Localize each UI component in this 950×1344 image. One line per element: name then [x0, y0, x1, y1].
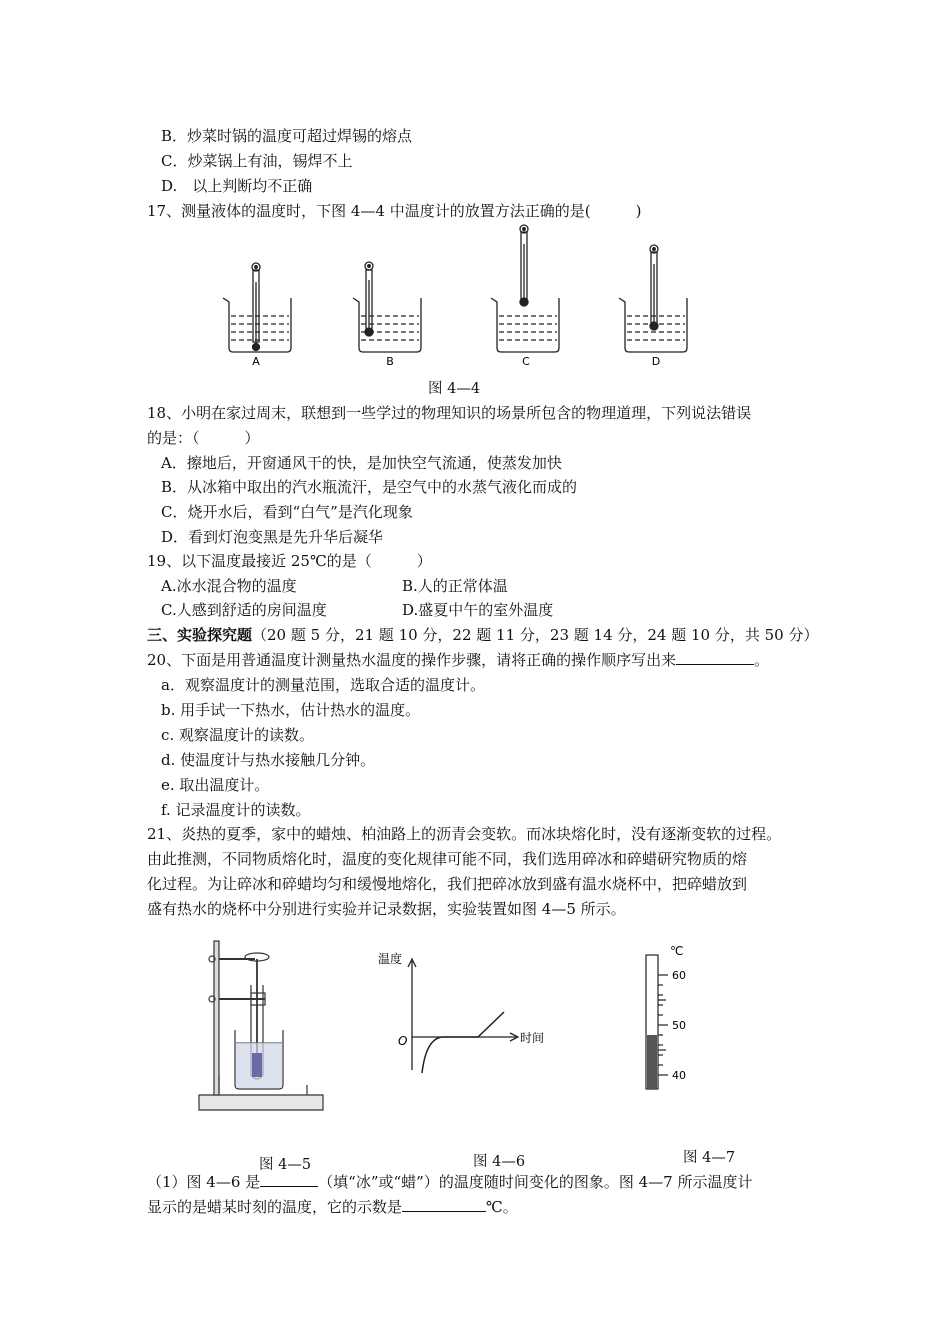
q20-step-e: e. 取出温度计。 [161, 776, 270, 794]
q21-part1-blank-reading[interactable] [402, 1197, 486, 1212]
q20-step-c: c. 观察温度计的读数。 [161, 726, 314, 744]
beaker-a [223, 263, 291, 352]
q18-option-c: C．烧开水后，看到“白气”是汽化现象 [161, 503, 413, 521]
q20-stem-text: 20、下面是用普通温度计测量热水温度的操作步骤，请将正确的操作顺序写出来 [147, 651, 677, 669]
figure-4-5 [195, 935, 335, 1115]
q19-option-c: C.人感到舒适的房间温度 [161, 601, 327, 619]
beaker-c [491, 225, 559, 352]
graph-y-axis-label: 温度 [378, 952, 403, 966]
q20-step-a: a．观察温度计的测量范围，选取合适的温度计。 [161, 676, 485, 694]
q18-option-b: B．从冰箱中取出的汽水瓶流汗，是空气中的水蒸气液化而成的 [161, 478, 578, 496]
q16-option-c: C．炒菜锅上有油，锡焊不上 [161, 152, 353, 170]
beaker-label-c: C [522, 355, 530, 368]
q21-part1-text-b: （填“冰”或“蜡”）的温度随时间变化的图象。图 4—7 所示温度计 [318, 1173, 753, 1191]
graph-x-axis-label: 时间 [520, 1031, 545, 1045]
q19-option-d: D.盛夏中午的室外温度 [402, 601, 554, 619]
q16-option-b: B．炒菜时锅的温度可超过焊锡的熔点 [161, 127, 413, 145]
figure-4-4-caption: 图 4—4 [428, 381, 481, 397]
beaker-label-a: A [252, 355, 260, 368]
figure-4-4 [215, 222, 695, 372]
q21-part1-blank-substance[interactable] [260, 1172, 318, 1187]
q21-line1: 21、炎热的夏季，家中的蜡烛、柏油路上的沥青会变软。而冰块熔化时，没有逐渐变软的过程。 [147, 825, 782, 843]
q21-line4: 盛有热水的烧杯中分别进行实验并记录数据，实验装置如图 4—5 所示。 [147, 900, 626, 918]
q21-line2: 由此推测，不同物质熔化时，温度的变化规律可能不同，我们选用碎冰和碎蜡研究物质的熔 [147, 850, 748, 868]
beaker-label-b: B [386, 355, 394, 368]
thermometer-tick-50: 50 [672, 1019, 686, 1032]
q19-option-b: B.人的正常体温 [402, 577, 508, 595]
thermometer-unit: ℃ [670, 945, 684, 958]
q20-answer-blank[interactable] [676, 650, 754, 665]
section-3-score-note: （20 题 5 分，21 题 10 分，22 题 11 分，23 题 14 分，24 题 10 分，共 50 分） [252, 626, 819, 644]
thermometer-tick-60: 60 [672, 969, 686, 982]
figure-4-6-caption: 图 4—6 [473, 1154, 526, 1170]
graph-origin-label: O [398, 1034, 408, 1048]
q16-option-d: D. 以上判断均不正确 [161, 177, 313, 195]
figure-4-6 [370, 945, 570, 1085]
figure-4-7-caption: 图 4—7 [683, 1150, 736, 1166]
q20-step-b: b. 用手试一下热水，估计热水的温度。 [161, 701, 421, 719]
q20-step-d: d. 使温度计与热水接触几分钟。 [161, 751, 376, 769]
figure-4-5-caption: 图 4—5 [259, 1157, 312, 1173]
q21-part1-line2 [147, 1197, 518, 1217]
q17-stem: 17、测量液体的温度时，下图 4—4 中温度计的放置方法正确的是( ) [147, 202, 642, 220]
q21-part1-text-c: 显示的是蜡某时刻的温度，它的示数是 [147, 1198, 403, 1216]
q18-option-a: A．擦地后，开窗通风干的快，是加快空气流通，使蒸发加快 [161, 454, 562, 472]
q21-line3: 化过程。为让碎冰和碎蜡均匀和缓慢地熔化，我们把碎冰放到盛有温水烧杯中，把碎蜡放到 [147, 875, 748, 893]
q21-part1-text-a: （1）图 4—6 是 [147, 1173, 261, 1191]
beaker-b [353, 262, 421, 352]
q19-stem: 19、以下温度最接近 25℃的是（ ） [147, 552, 432, 570]
q20-step-f: f. 记录温度计的读数。 [161, 801, 311, 819]
section-3-title: 三、实验探究题 [147, 626, 253, 644]
q19-option-a: A.冰水混合物的温度 [161, 577, 297, 595]
thermometer-tick-40: 40 [672, 1069, 686, 1082]
q21-part1-line1 [147, 1172, 752, 1192]
beaker-label-d: D [651, 355, 661, 368]
beaker-d [619, 245, 687, 352]
q18-stem-line2: 的是：（ ） [147, 429, 260, 447]
q20-stem [147, 650, 769, 670]
figure-4-7 [630, 945, 710, 1095]
q18-stem-line1: 18、小明在家过周末，联想到一些学过的物理知识的场景所包含的物理道理，下列说法错误 [147, 404, 752, 422]
q18-option-d: D．看到灯泡变黑是先升华后凝华 [161, 528, 384, 546]
q21-part1-text-d: ℃。 [486, 1198, 518, 1216]
thermometer-liquid-column [647, 1035, 657, 1089]
q20-stem-end: 。 [754, 651, 770, 669]
section-3-heading [147, 625, 819, 645]
